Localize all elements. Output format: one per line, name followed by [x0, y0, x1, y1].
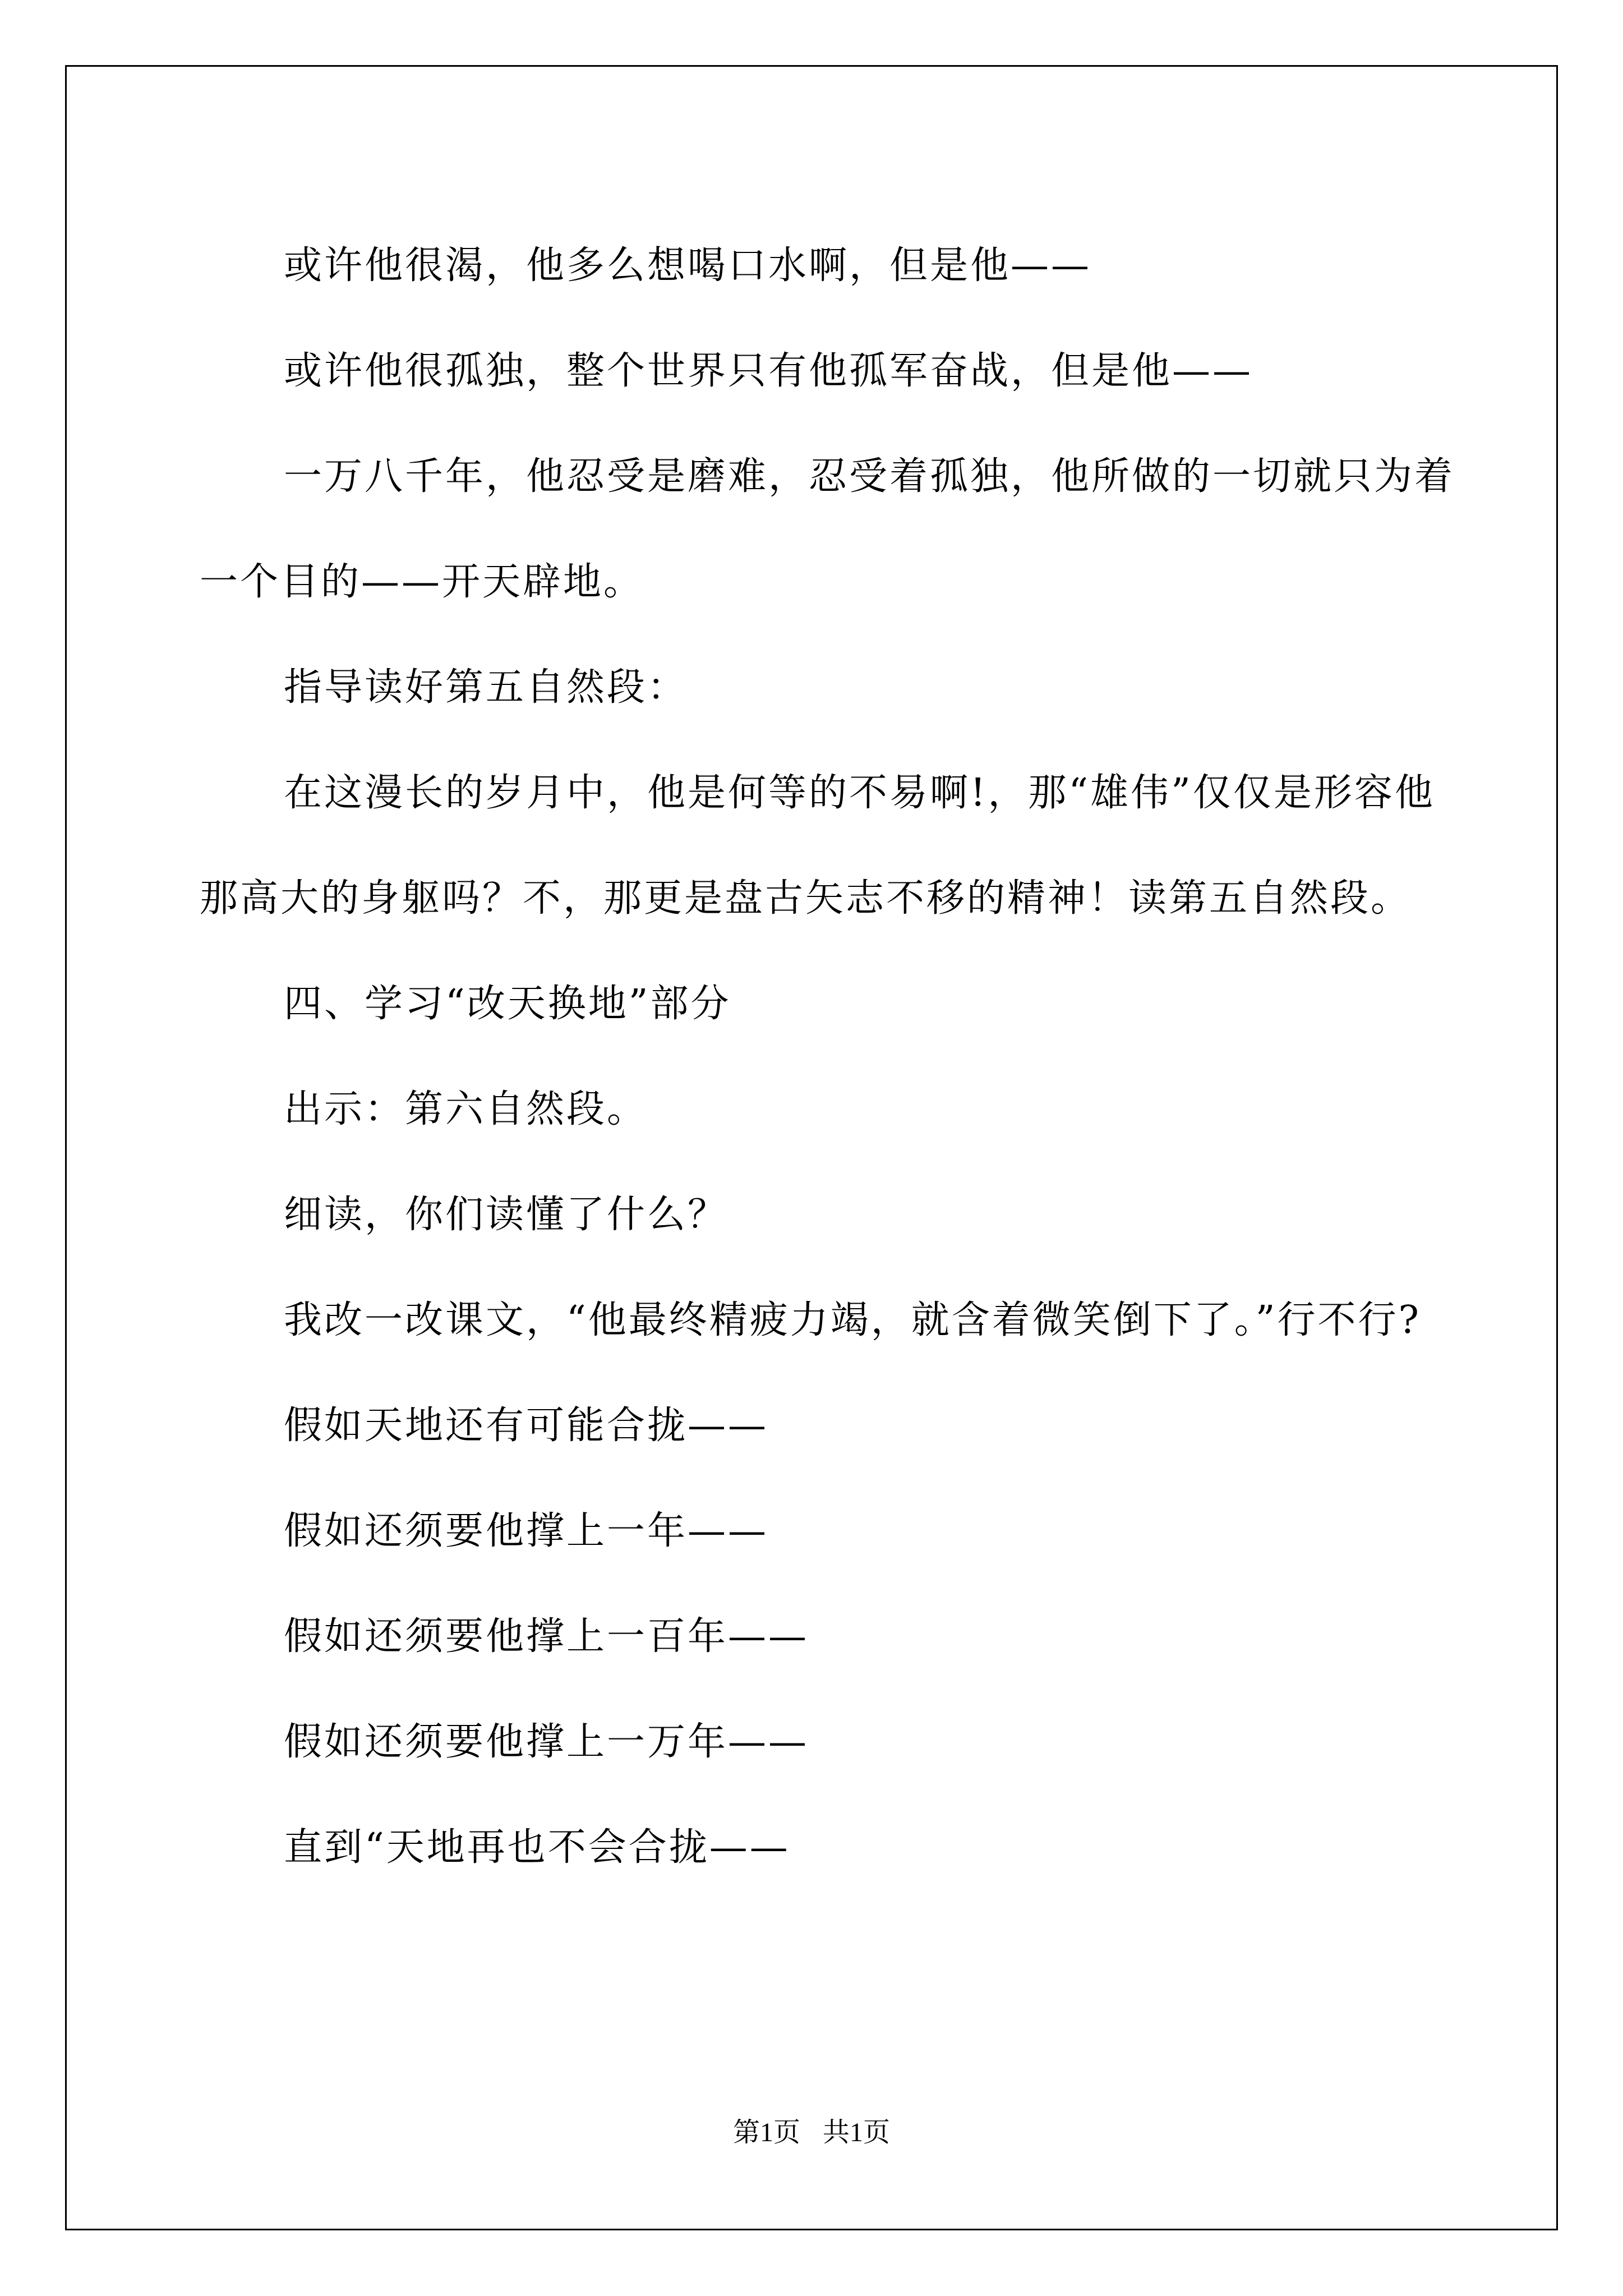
- paragraph: 直到“天地再也不会合拢——: [284, 1825, 790, 1870]
- document-body: [200, 213, 1473, 1901]
- paragraph: 我改一改课文，“他最终精疲力竭，就含着微笑倒下了。”行不行?: [284, 1298, 1421, 1342]
- section-heading: 四、学习“改天换地”部分: [284, 982, 731, 1026]
- paragraph: 假如天地还有可能合拢——: [284, 1404, 769, 1448]
- paragraph: 或许他很渴，他多么想喝口水啊，但是他——: [284, 243, 1092, 288]
- paragraph: 一万八千年，他忍受是磨难，忍受着孤独，他所做的一切就只为着一个目的——开天辟地。: [200, 454, 1455, 604]
- paragraph: 出示：第六自然段。: [284, 1087, 648, 1131]
- paragraph: 在这漫长的岁月中，他是何等的不易啊!，那“雄伟”仅仅是形容他那高大的身躯吗？不，那更是盘古矢志不移的精神！读第五自然段。: [200, 771, 1435, 921]
- page-total: 共1页: [823, 2118, 891, 2147]
- paragraph: 指导读好第五自然段：: [284, 665, 688, 710]
- paragraph: 或许他很孤独，整个世界只有他孤军奋战，但是他——: [284, 349, 1253, 393]
- paragraph: 假如还须要他撑上一万年——: [284, 1720, 809, 1764]
- paragraph: 假如还须要他撑上一年——: [284, 1509, 769, 1553]
- page-footer: [0, 2116, 1623, 2150]
- paragraph: 假如还须要他撑上一百年——: [284, 1614, 809, 1659]
- page-number: 第1页: [732, 2118, 800, 2147]
- paragraph: 细读，你们读懂了什么？: [284, 1193, 728, 1237]
